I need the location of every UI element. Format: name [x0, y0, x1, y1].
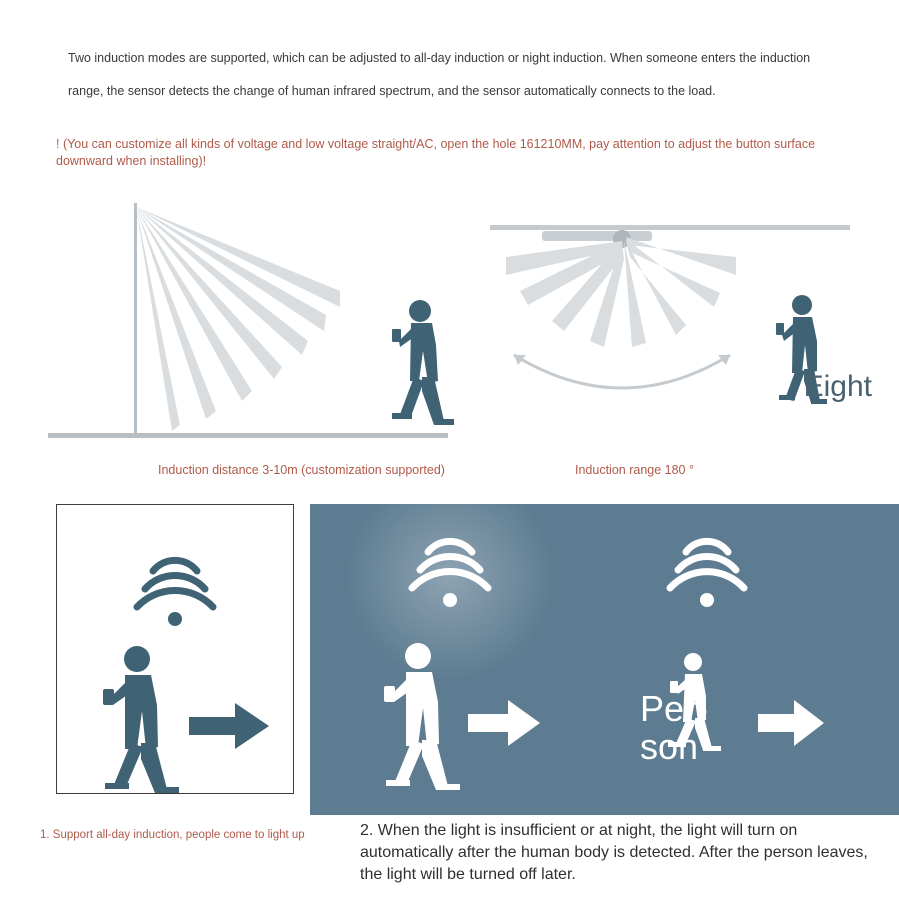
panel-all-day-induction [56, 504, 294, 794]
beam-fan [506, 237, 736, 347]
person-silhouette [392, 300, 454, 425]
induction-distance-caption: Induction distance 3-10m (customization supported) [158, 463, 445, 477]
signal-wave-dot [168, 612, 182, 626]
panel-left-caption: 1. Support all-day induction, people come to light up [40, 829, 305, 841]
sensor-body [542, 231, 652, 241]
pole-shape [134, 203, 137, 433]
induction-distance-diagram [40, 195, 460, 455]
signal-wave-icon [137, 560, 213, 607]
signal-wave-dot-a [443, 593, 457, 607]
signal-wave-icon-b [670, 541, 744, 588]
panel-right-caption: 2. When the light is insufficient or at night, the light will turn on automatically after the human body is detected. After the person leaves, the light will be turned off later. [360, 822, 868, 883]
panel-right-illustration [310, 504, 899, 815]
ground-line [48, 433, 448, 438]
figure-induction-distance [40, 195, 460, 490]
right-arrow-icon-left [468, 700, 540, 746]
figure-induction-range [480, 195, 880, 490]
beam-group [136, 207, 340, 431]
signal-wave-dot-b [700, 593, 714, 607]
right-arrow-icon [189, 703, 269, 749]
warning-note: ! (You can customize all kinds of voltage and low voltage straight/AC, open the hole 161210MM, pay attention to adjust the button surface downward when installing)! [56, 137, 816, 168]
induction-range-diagram [480, 195, 880, 455]
eight-label: Eight [803, 370, 872, 403]
panel-night-induction [310, 504, 899, 815]
light-glow [345, 504, 555, 681]
range-arc [514, 355, 730, 388]
ceiling-line [490, 225, 850, 230]
panel-left-illustration [57, 505, 293, 793]
person-label-line2: son [640, 726, 699, 767]
intro-paragraph: Two induction modes are supported, which can be adjusted to all-day induction or night induction. When someone enters the induction range, the sensor detects the change of human infrared spectrum, and the sensor automatically connects to the load. [68, 51, 811, 98]
induction-range-caption: Induction range 180 ° [575, 463, 694, 477]
person-label [640, 690, 708, 766]
panel-left-person [103, 646, 179, 793]
person-label-line1: Per- [640, 688, 709, 729]
right-arrow-icon-right [758, 700, 824, 746]
figure-row-top [0, 195, 899, 490]
